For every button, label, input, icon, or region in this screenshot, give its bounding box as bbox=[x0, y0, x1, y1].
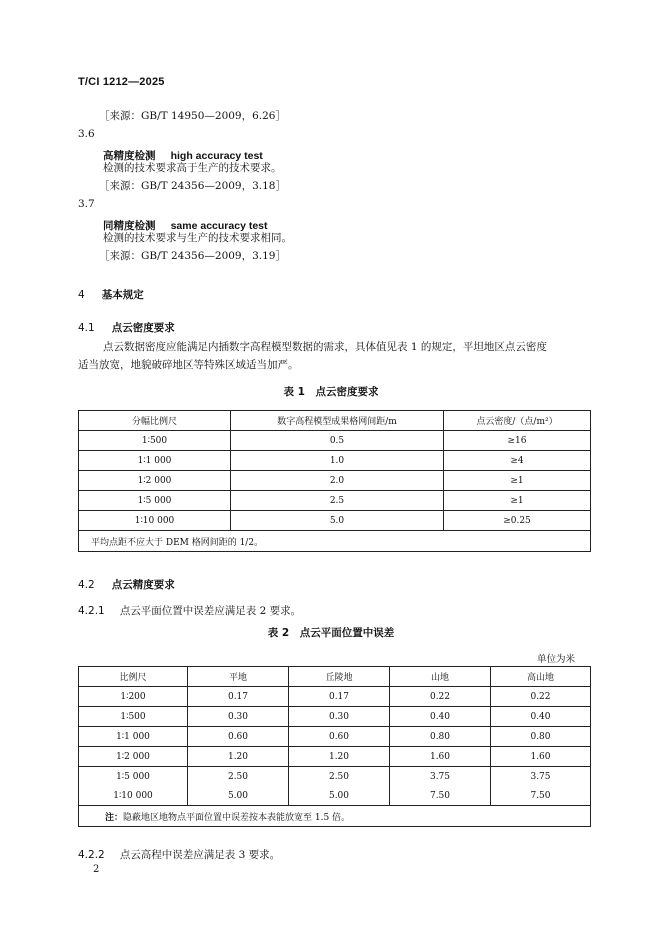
table-cell: 0.30 bbox=[188, 707, 289, 727]
table-cell: 0.80 bbox=[491, 727, 591, 747]
section-title: 基本规定 bbox=[101, 289, 144, 301]
table-cell: 3.75 bbox=[390, 767, 491, 787]
table-row bbox=[79, 707, 591, 727]
table-header-cell: 平地 bbox=[188, 667, 289, 687]
table2-caption: 表 2 点云平面位置中误差 bbox=[267, 627, 395, 639]
table-cell: 0.60 bbox=[289, 727, 390, 747]
table-cell: 5.00 bbox=[289, 786, 390, 806]
table-header-row bbox=[79, 667, 591, 687]
table-row bbox=[79, 767, 591, 787]
table-header-cell: 数字高程模型成果格网间距/m bbox=[231, 411, 444, 431]
table-cell: 1∶1 000 bbox=[79, 727, 188, 747]
table-cell: 7.50 bbox=[491, 786, 591, 806]
clause-text: 点云平面位置中误差应满足表 2 要求。 bbox=[119, 605, 302, 617]
table-cell: 7.50 bbox=[390, 786, 491, 806]
table-cell: 0.40 bbox=[491, 707, 591, 727]
table-cell: 2.5 bbox=[231, 491, 444, 511]
table-cell: 3.75 bbox=[491, 767, 591, 787]
term-zh: 同精度检测 bbox=[103, 220, 156, 232]
paragraph-4-1-line1: 点云数据密度应能满足内插数字高程模型数据的需求，具体值见表 1 的规定，平坦地区点云密度 bbox=[103, 341, 547, 353]
table-cell: 5.00 bbox=[188, 786, 289, 806]
table-cell: 0.17 bbox=[289, 687, 390, 707]
table-cell: 1∶500 bbox=[79, 707, 188, 727]
paragraph-4-1-line2: 适当放宽，地貌破碎地区等特殊区域适当加严。 bbox=[78, 359, 299, 371]
table-cell: 1∶500 bbox=[79, 431, 231, 451]
table-row bbox=[79, 687, 591, 707]
table-cell: 0.5 bbox=[231, 431, 444, 451]
source-ref-3-5: ［来源：GB/T 14950—2009，6.26］ bbox=[99, 110, 286, 122]
section-title: 点云精度要求 bbox=[111, 579, 175, 591]
table-cell: 1∶10 000 bbox=[79, 511, 231, 531]
table-header-row bbox=[79, 411, 591, 431]
section-number: 4.1 bbox=[78, 322, 95, 334]
clause-4-2-2 bbox=[78, 843, 280, 862]
table-cell: 1∶200 bbox=[79, 687, 188, 707]
table-cell: ≥1 bbox=[444, 471, 591, 491]
table-header-cell: 高山地 bbox=[491, 667, 591, 687]
table-cell: 2.50 bbox=[188, 767, 289, 787]
table-cell: 0.30 bbox=[289, 707, 390, 727]
standard-number: T/CI 1212—2025 bbox=[78, 76, 165, 88]
table-header-cell: 分幅比例尺 bbox=[79, 411, 231, 431]
table-row bbox=[79, 471, 591, 491]
table-note-row bbox=[79, 531, 591, 552]
section-number: 4.2 bbox=[78, 579, 95, 591]
note-label: 注： bbox=[105, 812, 124, 823]
table-cell: 1.60 bbox=[491, 747, 591, 767]
table-cell: ≥0.25 bbox=[444, 511, 591, 531]
table-cell: 1.0 bbox=[231, 451, 444, 471]
table-cell: 1∶1 000 bbox=[79, 451, 231, 471]
table-row bbox=[79, 511, 591, 531]
table-cell: 2.50 bbox=[289, 767, 390, 787]
table-cell: 0.60 bbox=[188, 727, 289, 747]
table-cell: 1∶5 000 bbox=[79, 491, 231, 511]
page-number: 2 bbox=[93, 864, 100, 875]
table-cell: 0.40 bbox=[390, 707, 491, 727]
clause-number-3-6: 3.6 bbox=[78, 128, 95, 140]
section-4-2-heading bbox=[78, 573, 175, 592]
table-note: 平均点距不应大于 DEM 格网间距的 1/2。 bbox=[79, 531, 591, 552]
table-note bbox=[79, 806, 591, 827]
clause-text: 点云高程中误差应满足表 3 要求。 bbox=[119, 849, 281, 861]
table-cell: 1∶10 000 bbox=[79, 786, 188, 806]
term-en: high accuracy test bbox=[170, 150, 263, 162]
table-cell: 5.0 bbox=[231, 511, 444, 531]
table-header-cell: 山地 bbox=[390, 667, 491, 687]
table-row bbox=[79, 786, 591, 806]
clause-number: 4.2.2 bbox=[78, 849, 105, 861]
table-cell: 1∶2 000 bbox=[79, 747, 188, 767]
table-header-cell: 丘陵地 bbox=[289, 667, 390, 687]
table2 bbox=[78, 666, 591, 827]
definition-3-6: 检测的技术要求高于生产的技术要求。 bbox=[103, 162, 282, 174]
section-title: 点云密度要求 bbox=[111, 322, 175, 334]
table-cell: ≥1 bbox=[444, 491, 591, 511]
table-cell: ≥16 bbox=[444, 431, 591, 451]
section-number: 4 bbox=[78, 289, 85, 301]
table-header-cell: 比例尺 bbox=[79, 667, 188, 687]
table-cell: 1∶5 000 bbox=[79, 767, 188, 787]
clause-number: 4.2.1 bbox=[78, 605, 105, 617]
table-row bbox=[79, 727, 591, 747]
source-ref-3-7: ［来源：GB/T 24356—2009，3.19］ bbox=[99, 250, 286, 262]
term-en: same accuracy test bbox=[170, 220, 268, 232]
note-text: 隐蔽地区地物点平面位置中误差按本表能放宽至 1.5 倍。 bbox=[123, 812, 351, 823]
table-cell: 2.0 bbox=[231, 471, 444, 491]
table-cell: 0.80 bbox=[390, 727, 491, 747]
table-cell: 1.20 bbox=[289, 747, 390, 767]
table-row bbox=[79, 491, 591, 511]
table-header-cell: 点云密度/（点/m²） bbox=[444, 411, 591, 431]
section-4-heading bbox=[78, 283, 144, 302]
clause-number-3-7: 3.7 bbox=[78, 198, 95, 210]
clause-4-2-1 bbox=[78, 599, 301, 618]
table-cell: ≥4 bbox=[444, 451, 591, 471]
table-row bbox=[79, 747, 591, 767]
table-cell: 0.17 bbox=[188, 687, 289, 707]
definition-3-7: 检测的技术要求与生产的技术要求相同。 bbox=[103, 232, 292, 244]
table-cell: 0.22 bbox=[390, 687, 491, 707]
table1 bbox=[78, 410, 591, 552]
table2-unit: 单位为米 bbox=[537, 654, 576, 665]
table-cell: 1.20 bbox=[188, 747, 289, 767]
table1-caption: 表 1 点云密度要求 bbox=[283, 386, 379, 398]
table-cell: 1∶2 000 bbox=[79, 471, 231, 491]
table-row bbox=[79, 451, 591, 471]
term-zh: 高精度检测 bbox=[103, 150, 156, 162]
source-ref-3-6: ［来源：GB/T 24356—2009，3.18］ bbox=[99, 180, 286, 192]
section-4-1-heading bbox=[78, 316, 175, 335]
table-note-row bbox=[79, 806, 591, 827]
table-cell: 1.60 bbox=[390, 747, 491, 767]
table-row bbox=[79, 431, 591, 451]
table-cell: 0.22 bbox=[491, 687, 591, 707]
